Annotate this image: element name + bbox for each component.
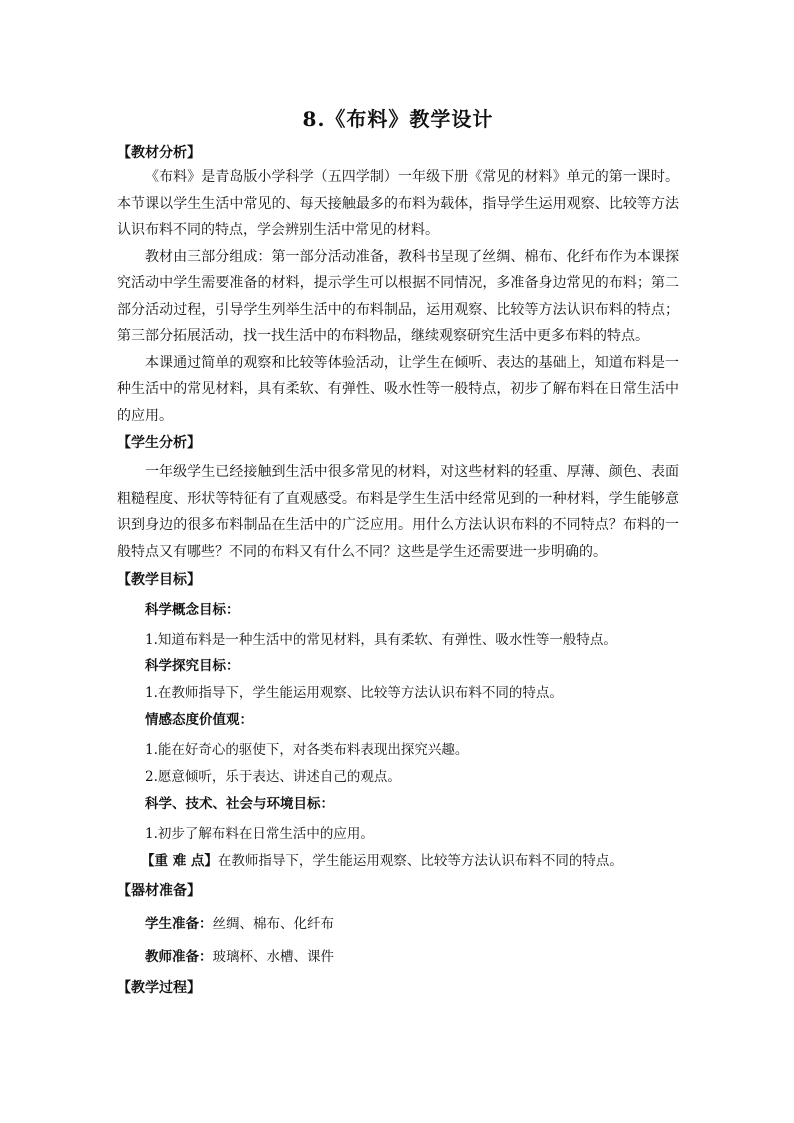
paragraph: 一年级学生已经接触到生活中很多常见的材料，对这些材料的轻重、厚薄、颜色、表面粗糙程度、形状等特征有了直观感受。布料是学生生活中经常见到的一种材料，学生能够意识到身边的很多布料制品在生活中的广泛应用。用什么方法认识布料的不同特点？布料的一般特点又有哪些？不同的布料又有什么不同？这些是学生还需要进一步明确的。 (117, 464, 679, 560)
section-textbook-analysis (117, 142, 679, 429)
goal-item: 1.能在好奇心的驱使下，对各类布料表现出探究兴趣。 (145, 742, 469, 758)
paragraph: 教材由三部分组成：第一部分活动准备，教科书呈现了丝绸、棉布、化纤布作为本课探究活动中学生需要准备的材料，提示学生可以根据不同情况，多准备身边常见的布料；第二部分活动过程，引导学生列举生活中的布料制品，运用观察、比较等方法认识布料的特点；第三部分拓展活动，找一找生活中的布料物品，继续观察研究生活中更多布料的特点。 (117, 248, 679, 344)
document-title: 8.《布料》教学设计 (302, 107, 494, 131)
goal-subheading-attitude: 情感态度价值观： (145, 712, 253, 728)
goal-subheading-sts: 科学、技术、社会与环境目标： (145, 796, 334, 812)
goal-item: 1.在教师指导下，学生能运用观察、比较等方法认识布料不同的特点。 (145, 685, 563, 701)
equipment-teacher-label: 教师准备： (145, 949, 213, 965)
equipment-teacher-text: 玻璃杯、水槽、课件 (212, 949, 334, 965)
equipment-student-text: 丝绸、棉布、化纤布 (212, 916, 334, 932)
paragraph: 本课通过简单的观察和比较等体验活动，让学生在倾听、表达的基础上，知道布料是一种生活中的常见材料，具有柔软、有弹性、吸水性等一般特点，初步了解布料在日常生活中的应用。 (117, 354, 679, 424)
section-student-analysis (117, 432, 679, 565)
goal-subheading-inquiry: 科学探究目标： (145, 658, 240, 674)
goal-item: 1.知道布料是一种生活中的常见材料，具有柔软、有弹性、吸水性等一般特点。 (145, 632, 617, 648)
section-teaching-goals (117, 569, 679, 872)
key-difficult-point (117, 850, 679, 872)
goal-item: 1.初步了解布料在日常生活中的应用。 (145, 826, 374, 842)
section-teaching-process (117, 977, 679, 999)
section-heading-process: 【教学过程】 (117, 980, 201, 996)
section-heading-students: 【学生分析】 (117, 435, 201, 451)
equipment-teacher (117, 946, 679, 968)
document-page (117, 104, 679, 999)
section-equipment (117, 880, 679, 968)
key-point-label: 【重 难 点】 (141, 853, 218, 869)
section-heading-goals: 【教学目标】 (117, 572, 201, 588)
equipment-student-label: 学生准备： (145, 916, 213, 932)
goal-subheading-concept: 科学概念目标： (145, 602, 240, 618)
key-point-text: 在教师指导下，学生能运用观察、比较等方法认识布料不同的特点。 (217, 853, 623, 869)
goal-item: 2.愿意倾听，乐于表达、讲述自己的观点。 (145, 769, 401, 785)
section-heading-equipment: 【器材准备】 (117, 883, 201, 899)
section-heading-textbook: 【教材分析】 (117, 145, 201, 161)
equipment-student (117, 913, 679, 935)
paragraph: 《布料》是青岛版小学科学（五四学制）一年级下册《常见的材料》单元的第一课时。本节课以学生生活中常见的、每天接触最多的布料为载体，指导学生运用观察、比较等方法认识布料不同的特点，学会辨别生活中常见的材料。 (117, 169, 679, 238)
